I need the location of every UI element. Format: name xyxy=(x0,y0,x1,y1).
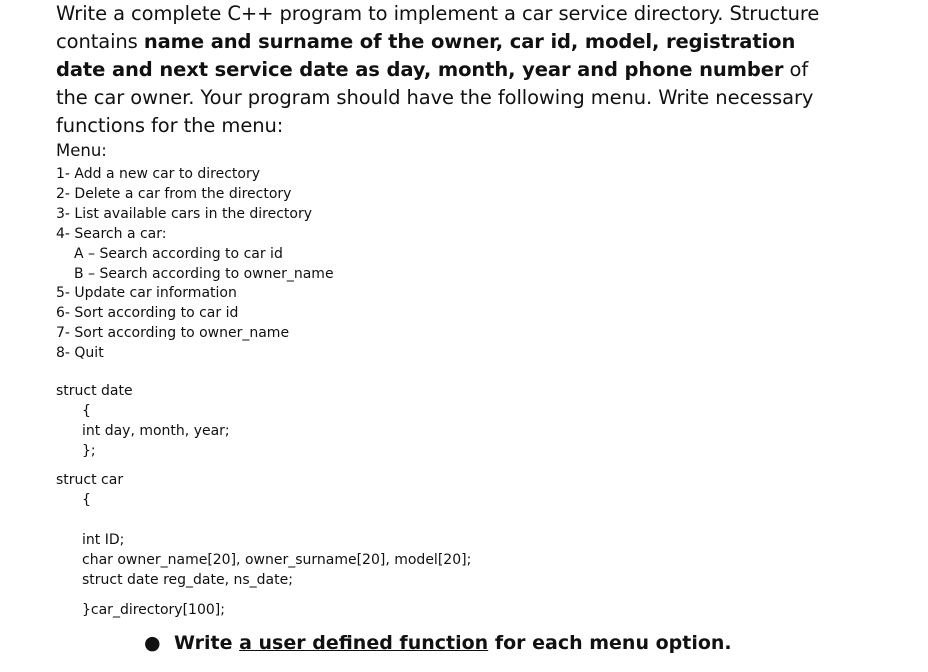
struct-car-field-id: int ID; xyxy=(82,532,125,548)
struct-car-block xyxy=(56,470,471,620)
menu-section xyxy=(56,138,334,364)
struct-car-header: struct car xyxy=(56,472,124,488)
struct-date-header: struct date xyxy=(56,383,133,399)
bullet-icon: ● xyxy=(144,632,161,654)
menu-item-search: 4- Search a car: xyxy=(56,225,167,242)
menu-item-delete: 2- Delete a car from the directory xyxy=(56,185,292,202)
intro-text-start: Write a complete C++ program to implement a car service directory. Structure contains xyxy=(56,2,820,53)
note-underlined-text: a user defined function xyxy=(239,632,489,654)
struct-car-field-dates: struct date reg_date, ns_date; xyxy=(82,572,293,588)
struct-date-open-brace: { xyxy=(82,403,91,419)
note-text-end: for each menu option. xyxy=(488,632,732,654)
menu-item-sort-id: 6- Sort according to car id xyxy=(56,305,239,322)
struct-car-close-brace: }car_directory[100]; xyxy=(82,602,225,618)
menu-item-list: 3- List available cars in the directory xyxy=(56,205,313,222)
struct-date-block xyxy=(56,381,230,461)
note-text-start: Write xyxy=(174,632,240,654)
struct-car-open-brace: { xyxy=(82,492,91,508)
problem-statement xyxy=(56,0,836,140)
requirement-note xyxy=(144,630,732,656)
menu-item-add: 1- Add a new car to directory xyxy=(56,166,260,182)
menu-item-update: 5- Update car information xyxy=(56,285,237,302)
menu-subitem-search-id: A – Search according to car id xyxy=(74,245,283,262)
struct-date-fields: int day, month, year; xyxy=(82,423,230,439)
struct-car-field-names: char owner_name[20], owner_surname[20], model[20]; xyxy=(82,552,472,568)
menu-item-quit: 8- Quit xyxy=(56,345,104,362)
menu-item-sort-owner: 7- Sort according to owner_name xyxy=(56,325,290,342)
intro-text-end: of the car owner. Your program should have the following menu. Write necessary functions for the menu: xyxy=(56,58,814,137)
menu-subitem-search-owner: B – Search according to owner_name xyxy=(74,265,334,282)
struct-date-close-brace: }; xyxy=(82,443,96,459)
menu-title: Menu: xyxy=(56,141,107,160)
intro-required-fields: name and surname of the owner, car id, model, registration date and next service date as day, month, year and phone number xyxy=(56,30,796,81)
